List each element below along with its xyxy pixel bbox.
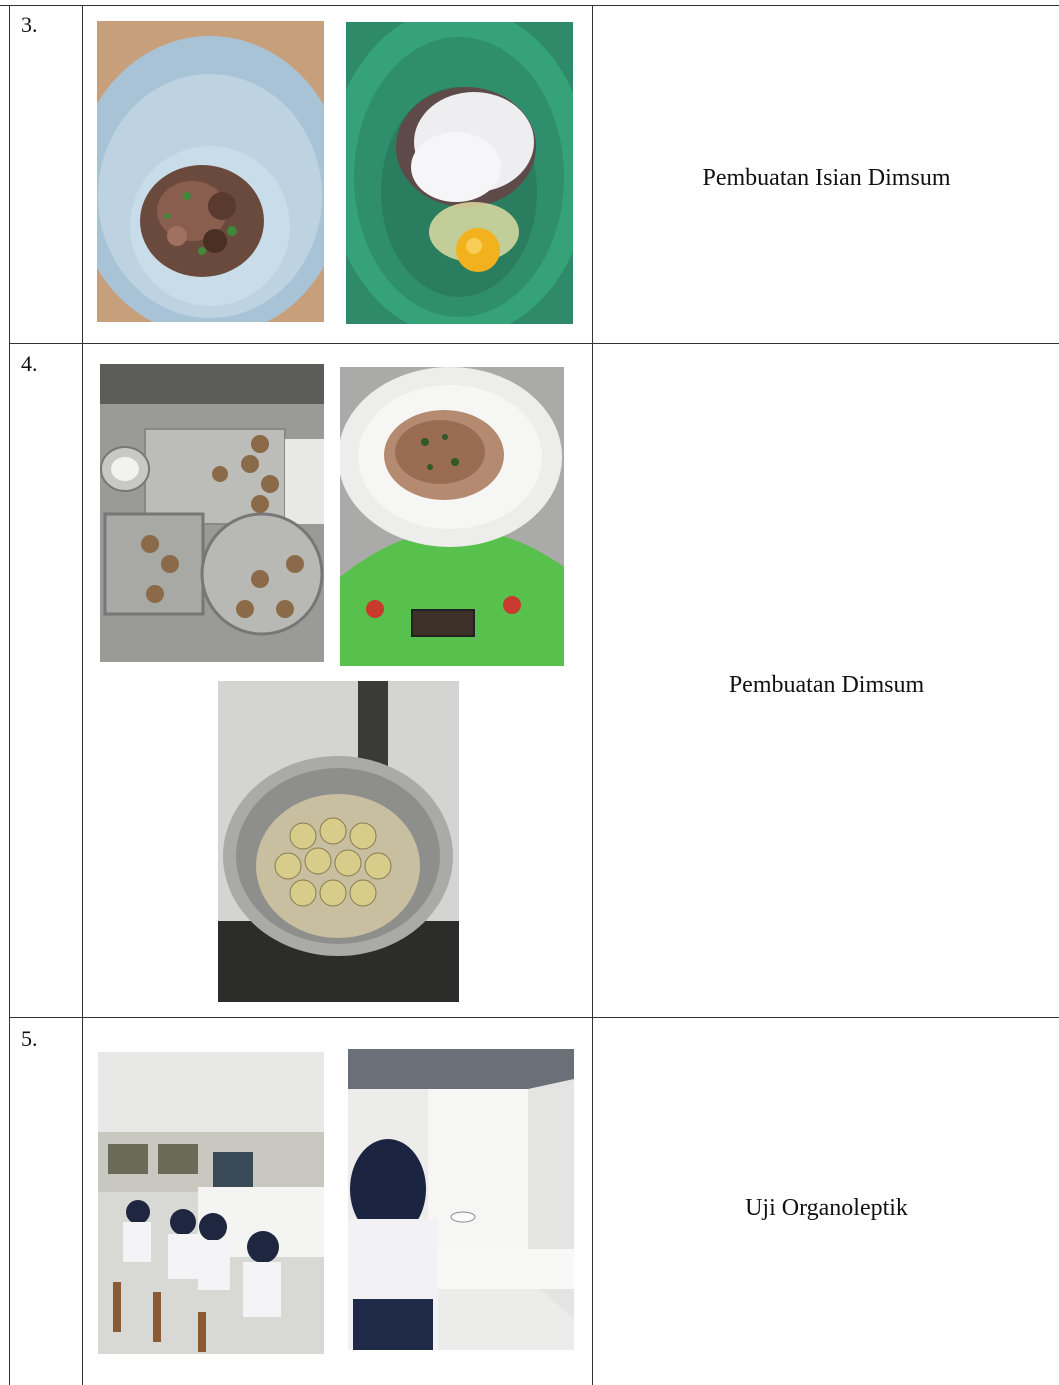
kitchen-scale-photo (340, 367, 564, 666)
steamer-pot-photo (218, 681, 459, 1002)
row-divider-1 (9, 343, 1059, 344)
row-divider-2 (9, 1017, 1059, 1018)
row-number: 4. (21, 351, 38, 376)
column-divider-1 (82, 5, 83, 1385)
panelist-booth-photo (348, 1049, 574, 1350)
meat-filling-bowl-photo (97, 21, 324, 322)
row-number: 3. (21, 12, 38, 37)
panel-room-photo (98, 1052, 324, 1354)
row-number: 5. (21, 1026, 38, 1051)
row-caption: Uji Organoleptik (745, 1195, 908, 1221)
row-caption: Pembuatan Dimsum (728, 672, 925, 698)
table-left-border (9, 5, 10, 1385)
flour-egg-bowl-photo (346, 22, 573, 324)
table-top-border (0, 5, 1059, 6)
row-caption: Pembuatan Isian Dimsum (702, 165, 951, 191)
dimsum-trays-photo (100, 364, 324, 662)
